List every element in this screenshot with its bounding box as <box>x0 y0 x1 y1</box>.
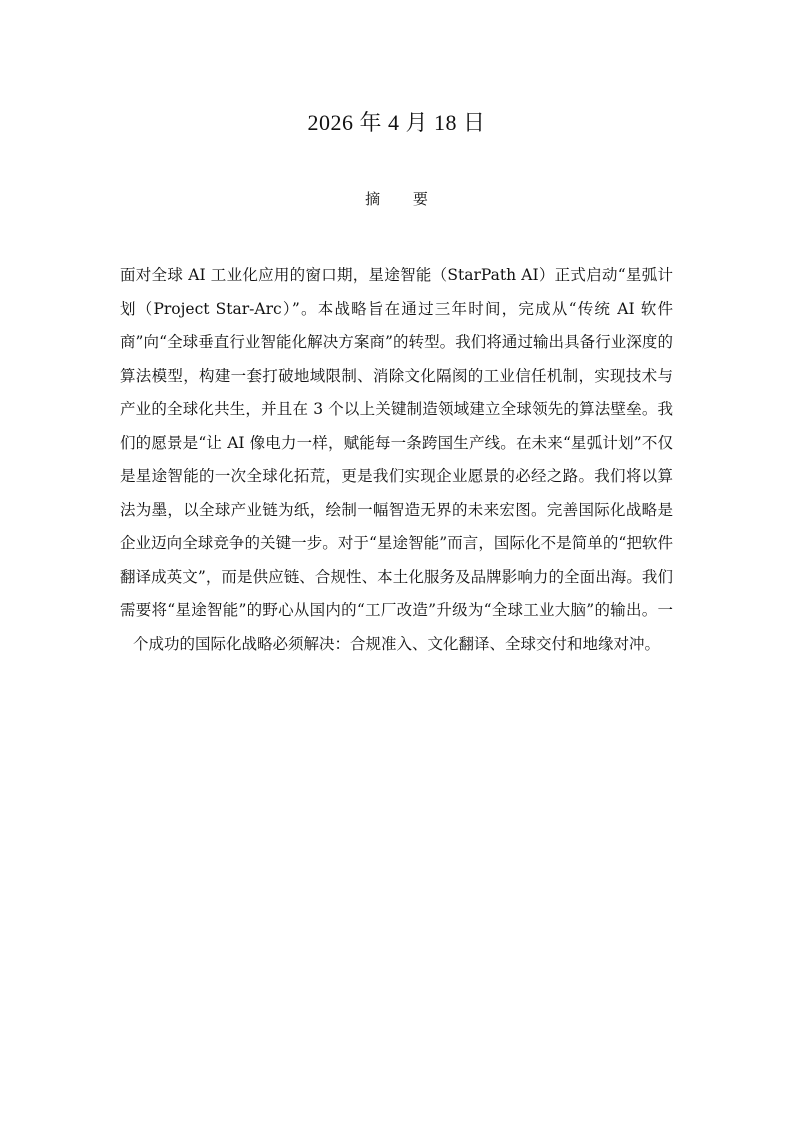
document-date: 2026 年 4 月 18 日 <box>307 110 486 135</box>
abstract-heading: 摘 要 <box>365 190 442 208</box>
abstract-body: 面对全球 AI 工业化应用的窗口期，星途智能（StarPath AI）正式启动“星弧计划（Project Star-Arc）”。本战略旨在通过三年时间，完成从“传统 AI 软件商”向“全球垂直行业智能化解决方案商”的转型。我们将通过输出具备行业深度的算法模型，构建一套打破地域限制、消除文化隔阂的工业信任机制，实现技术与产业的全球化共生，并且在 3 个以上关键制造领域建立全球领先的算法壁垒。我们的愿景是“让 AI 像电力一样，赋能每一条跨国生产线。在未来“星弧计划”不仅是星途智能的一次全球化拓荒，更是我们实现企业愿景的必经之路。我们将以算法为墨，以全球产业链为纸，绘制一幅智造无界的未来宏图。完善国际化战略是企业迈向全球竞争的关键一步。对于“星途智能”而言，国际化不是简单的“把软件翻译成英文”，而是供应链、合规性、本土化服务及品牌影响力的全面出海。我们需要将“星途智能”的野心从国内的“工厂改造”升级为“全球工业大脑”的输出。一个成功的国际化战略必须解决：合规准入、文化翻译、全球交付和地缘对冲。 <box>120 266 673 653</box>
